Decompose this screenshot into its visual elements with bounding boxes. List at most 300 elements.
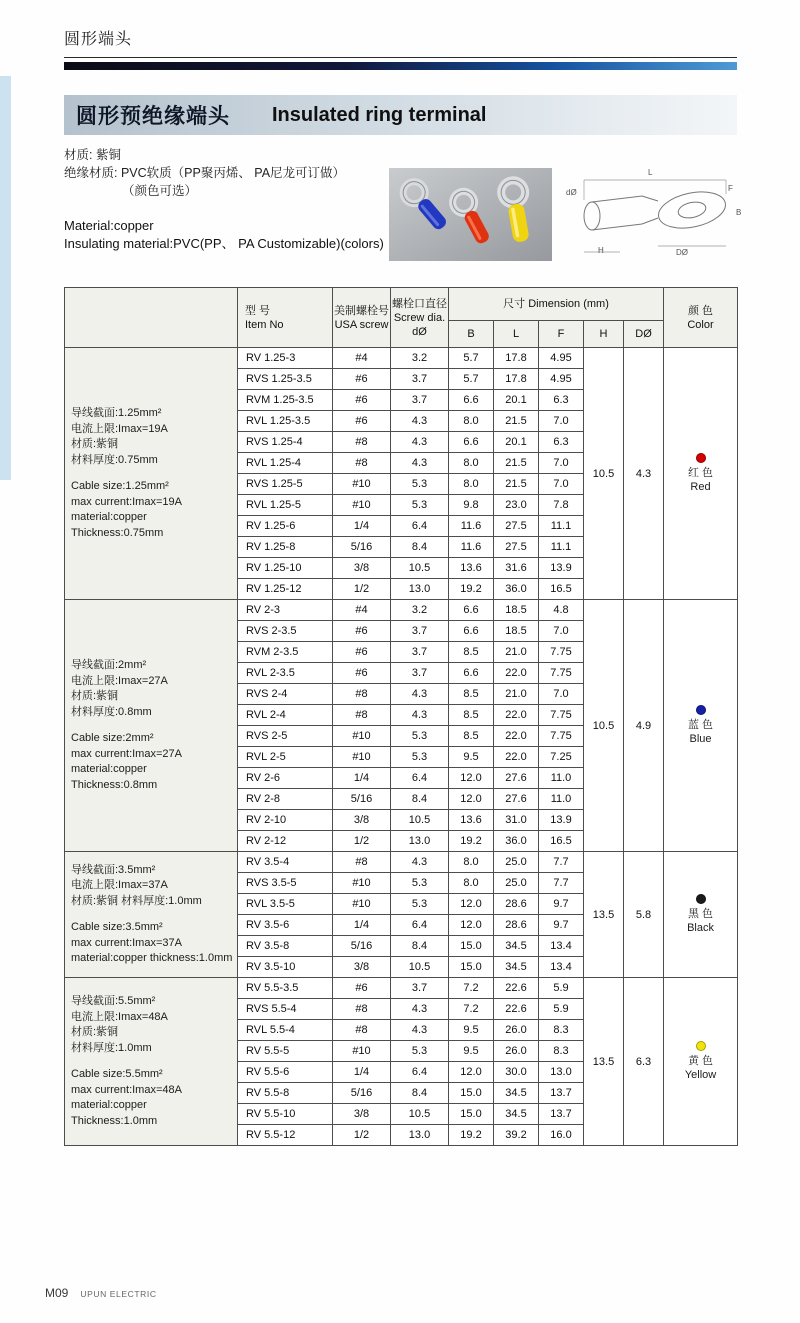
- usa-screw-cell: #8: [333, 432, 391, 453]
- usa-screw-cell: #8: [333, 999, 391, 1020]
- dim-l-cell: 22.6: [494, 999, 539, 1020]
- item-no-cell: RV 1.25-6: [238, 516, 333, 537]
- usa-screw-cell: #8: [333, 705, 391, 726]
- dim-l-cell: 31.0: [494, 810, 539, 831]
- dim-f-cell: 7.0: [539, 474, 584, 495]
- dim-f-cell: 16.0: [539, 1125, 584, 1146]
- ring-terminals-photo: [389, 168, 552, 261]
- dim-label-l: L: [648, 168, 653, 177]
- item-no-cell: RV 2-8: [238, 789, 333, 810]
- dim-b-cell: 7.2: [449, 999, 494, 1020]
- screw-dia-cell: 4.3: [391, 411, 449, 432]
- item-no-cell: RVL 5.5-4: [238, 1020, 333, 1041]
- desc-line: 材质:紫铜: [71, 690, 119, 702]
- dim-b-cell: 12.0: [449, 789, 494, 810]
- dim-l-cell: 34.5: [494, 1083, 539, 1104]
- item-no-cell: RVL 1.25-4: [238, 453, 333, 474]
- color-name-zh: 黄 色: [687, 1055, 714, 1067]
- dim-f-cell: 6.3: [539, 390, 584, 411]
- screw-dia-cell: 10.5: [391, 957, 449, 978]
- dim-l-cell: 28.6: [494, 894, 539, 915]
- item-no-cell: RVS 5.5-4: [238, 999, 333, 1020]
- dim-l-cell: 21.5: [494, 453, 539, 474]
- item-no-cell: RV 3.5-10: [238, 957, 333, 978]
- item-no-cell: RVS 2-3.5: [238, 621, 333, 642]
- col-header-screw-dia: [391, 288, 449, 348]
- dim-f-cell: 16.5: [539, 831, 584, 852]
- dim-l-cell: 26.0: [494, 1020, 539, 1041]
- dim-label-d-small: dØ: [566, 188, 577, 197]
- dim-b-cell: 8.0: [449, 852, 494, 873]
- dim-b-cell: 7.2: [449, 978, 494, 999]
- screw-dia-cell: 6.4: [391, 915, 449, 936]
- dim-l-cell: 18.5: [494, 621, 539, 642]
- item-no-cell: RV 1.25-3: [238, 348, 333, 369]
- table-row: [65, 978, 738, 999]
- usa-screw-cell: #10: [333, 474, 391, 495]
- usa-screw-cell: 1/2: [333, 1125, 391, 1146]
- item-no-cell: RV 2-6: [238, 768, 333, 789]
- dim-b-cell: 9.5: [449, 1041, 494, 1062]
- dim-b-cell: 8.5: [449, 642, 494, 663]
- screw-dia-cell: 8.4: [391, 537, 449, 558]
- desc-line: 材质:紫铜: [71, 1026, 119, 1038]
- dim-l-cell: 25.0: [494, 852, 539, 873]
- dim-b-cell: 19.2: [449, 579, 494, 600]
- usa-screw-cell: 1/4: [333, 768, 391, 789]
- color-name-en: Black: [687, 922, 714, 934]
- color-name-en: Red: [690, 481, 711, 493]
- d0-value-cell: 4.3: [624, 348, 664, 600]
- desc-line: Thickness:1.0mm: [71, 1114, 158, 1127]
- dim-l-cell: 20.1: [494, 432, 539, 453]
- dim-l-cell: 21.0: [494, 684, 539, 705]
- usa-screw-cell: 3/8: [333, 957, 391, 978]
- d0-value-cell: 4.9: [624, 600, 664, 852]
- dim-label-d-big: DØ: [676, 248, 688, 257]
- group-description: [65, 348, 238, 600]
- h-value-cell: 10.5: [584, 348, 624, 600]
- material-en-line: Material:copper: [64, 218, 154, 233]
- dim-l-cell: 28.6: [494, 915, 539, 936]
- screw-dia-cell: 6.4: [391, 768, 449, 789]
- usa-screw-cell: 5/16: [333, 1083, 391, 1104]
- dim-b-cell: 9.5: [449, 1020, 494, 1041]
- dim-l-cell: 34.5: [494, 1104, 539, 1125]
- desc-line: 导线截面:3.5mm²: [71, 863, 156, 876]
- h-value-cell: 13.5: [584, 852, 624, 978]
- screw-dia-cell: 10.5: [391, 558, 449, 579]
- table-row: [65, 348, 738, 369]
- dim-l-cell: 17.8: [494, 348, 539, 369]
- dim-f-cell: 13.4: [539, 936, 584, 957]
- item-no-cell: RVS 1.25-5: [238, 474, 333, 495]
- material-zh-line: 材质: 紫铜: [64, 148, 121, 162]
- screw-dia-cell: 3.7: [391, 621, 449, 642]
- h-value-cell: 10.5: [584, 600, 624, 852]
- dim-b-cell: 8.0: [449, 474, 494, 495]
- dim-l-cell: 21.5: [494, 474, 539, 495]
- dim-f-cell: 13.0: [539, 1062, 584, 1083]
- description-en: [71, 920, 235, 967]
- color-dot: [696, 453, 706, 463]
- item-no-cell: RVL 2-3.5: [238, 663, 333, 684]
- color-dot: [696, 1041, 706, 1051]
- item-no-cell: RV 5.5-3.5: [238, 978, 333, 999]
- screw-dia-cell: 5.3: [391, 747, 449, 768]
- item-no-cell: RVS 1.25-3.5: [238, 369, 333, 390]
- description-en: [71, 479, 235, 541]
- usa-screw-cell: #4: [333, 600, 391, 621]
- dim-f-cell: 11.0: [539, 768, 584, 789]
- insulation-en-line: Insulating material:PVC(PP、 PA Customizable)(colors): [64, 236, 384, 251]
- desc-line: max current:Imax=19A: [71, 495, 182, 508]
- dim-f-cell: 7.0: [539, 453, 584, 474]
- dim-f-cell: 7.8: [539, 495, 584, 516]
- screw-dia-cell: 10.5: [391, 810, 449, 831]
- dim-f-cell: 7.75: [539, 663, 584, 684]
- product-title-banner: [64, 95, 737, 135]
- usa-screw-cell: #10: [333, 873, 391, 894]
- screw-dia-cell: 3.2: [391, 600, 449, 621]
- dim-l-cell: 23.0: [494, 495, 539, 516]
- screw-dia-cell: 5.3: [391, 726, 449, 747]
- dim-f-cell: 7.25: [539, 747, 584, 768]
- dim-f-cell: 9.7: [539, 894, 584, 915]
- usa-screw-cell: 1/2: [333, 579, 391, 600]
- color-cell: [664, 348, 738, 600]
- color-cell: [664, 978, 738, 1146]
- dim-l-cell: 22.0: [494, 705, 539, 726]
- dim-l-cell: 39.2: [494, 1125, 539, 1146]
- item-no-cell: RV 2-10: [238, 810, 333, 831]
- usa-screw-cell: #8: [333, 852, 391, 873]
- dim-f-cell: 11.1: [539, 516, 584, 537]
- desc-line: material:copper: [71, 511, 147, 523]
- col-header-usa-screw: [333, 288, 391, 348]
- materials-block: [64, 146, 394, 253]
- product-title-en: Insulated ring terminal: [272, 103, 487, 126]
- usa-screw-cell: #6: [333, 390, 391, 411]
- dim-f-cell: 7.75: [539, 642, 584, 663]
- dim-b-cell: 8.0: [449, 411, 494, 432]
- dim-b-cell: 6.6: [449, 621, 494, 642]
- screw-dia-cell: 13.0: [391, 831, 449, 852]
- col-header-color: [664, 288, 738, 348]
- desc-line: 材质:紫铜: [71, 438, 119, 450]
- desc-line: 电流上限:Imax=37A: [71, 879, 168, 891]
- dim-f-cell: 7.75: [539, 705, 584, 726]
- dim-b-cell: 6.6: [449, 600, 494, 621]
- desc-line: max current:Imax=27A: [71, 747, 182, 760]
- dim-f-cell: 13.9: [539, 558, 584, 579]
- dim-b-cell: 15.0: [449, 957, 494, 978]
- item-no-cell: RVS 2-4: [238, 684, 333, 705]
- screw-dia-cell: 3.7: [391, 642, 449, 663]
- page-category-title: 圆形端头: [64, 31, 133, 48]
- screw-dia-label-symbol: dØ: [412, 325, 427, 338]
- color-cell: [664, 600, 738, 852]
- dim-l-cell: 17.8: [494, 369, 539, 390]
- desc-line: 导线截面:5.5mm²: [71, 995, 156, 1007]
- item-no-cell: RV 1.25-10: [238, 558, 333, 579]
- description-en: [71, 731, 235, 793]
- description-zh: [71, 406, 235, 468]
- screw-dia-cell: 4.3: [391, 1020, 449, 1041]
- usa-screw-cell: 5/16: [333, 537, 391, 558]
- screw-dia-cell: 5.3: [391, 894, 449, 915]
- item-no-cell: RV 5.5-5: [238, 1041, 333, 1062]
- screw-dia-cell: 4.3: [391, 432, 449, 453]
- desc-line: Thickness:0.75mm: [71, 526, 164, 539]
- product-photo: [389, 168, 552, 261]
- dim-f-cell: 7.0: [539, 684, 584, 705]
- dim-l-cell: 36.0: [494, 831, 539, 852]
- item-no-cell: RVL 2-4: [238, 705, 333, 726]
- col-header-h: H: [584, 321, 624, 348]
- desc-line: Cable size:3.5mm²: [71, 921, 163, 933]
- dim-f-cell: 13.4: [539, 957, 584, 978]
- usa-screw-cell: #8: [333, 453, 391, 474]
- item-no-cell: RV 3.5-4: [238, 852, 333, 873]
- screw-dia-label-zh: 螺栓口直径: [392, 297, 447, 310]
- dim-l-cell: 27.5: [494, 516, 539, 537]
- dim-l-cell: 25.0: [494, 873, 539, 894]
- color-name-zh: 红 色: [687, 467, 714, 479]
- dim-f-cell: 11.0: [539, 789, 584, 810]
- screw-dia-label-en: Screw dia.: [393, 311, 446, 324]
- usa-screw-cell: 3/8: [333, 558, 391, 579]
- dimension-sketch: [558, 170, 748, 262]
- desc-line: 电流上限:Imax=27A: [71, 674, 168, 687]
- desc-line: material:copper: [71, 763, 147, 775]
- left-accent-strip: [0, 76, 11, 480]
- usa-screw-cell: 5/16: [333, 936, 391, 957]
- dim-b-cell: 19.2: [449, 1125, 494, 1146]
- screw-dia-cell: 3.2: [391, 348, 449, 369]
- dim-b-cell: 15.0: [449, 936, 494, 957]
- dim-f-cell: 16.5: [539, 579, 584, 600]
- item-no-cell: RV 2-12: [238, 831, 333, 852]
- usa-screw-cell: #4: [333, 348, 391, 369]
- dim-b-cell: 9.8: [449, 495, 494, 516]
- d0-value-cell: 5.8: [624, 852, 664, 978]
- dim-l-cell: 31.6: [494, 558, 539, 579]
- item-no-cell: RV 1.25-8: [238, 537, 333, 558]
- dim-b-cell: 8.5: [449, 705, 494, 726]
- dim-b-cell: 8.5: [449, 726, 494, 747]
- item-no-cell: RV 5.5-12: [238, 1125, 333, 1146]
- technical-drawing: [558, 170, 748, 262]
- usa-screw-cell: #6: [333, 621, 391, 642]
- item-no-cell: RVS 2-5: [238, 726, 333, 747]
- usa-screw-cell: 3/8: [333, 810, 391, 831]
- desc-line: Cable size:5.5mm²: [71, 1068, 163, 1080]
- dim-l-cell: 27.6: [494, 768, 539, 789]
- screw-dia-cell: 13.0: [391, 579, 449, 600]
- dim-l-cell: 22.0: [494, 726, 539, 747]
- dim-b-cell: 8.5: [449, 684, 494, 705]
- colors-zh-line: （颜色可选）: [122, 184, 198, 198]
- dim-b-cell: 12.0: [449, 894, 494, 915]
- dim-b-cell: 11.6: [449, 516, 494, 537]
- color-name-zh: 黑 色: [687, 908, 714, 920]
- dim-f-cell: 6.3: [539, 432, 584, 453]
- dim-l-cell: 34.5: [494, 936, 539, 957]
- dim-f-cell: 4.95: [539, 348, 584, 369]
- dim-l-cell: 27.5: [494, 537, 539, 558]
- dim-l-cell: 21.5: [494, 411, 539, 432]
- desc-line: max current:Imax=37A: [71, 936, 182, 949]
- dim-l-cell: 36.0: [494, 579, 539, 600]
- dim-b-cell: 6.6: [449, 390, 494, 411]
- usa-screw-cell: #6: [333, 663, 391, 684]
- item-no-cell: RV 5.5-6: [238, 1062, 333, 1083]
- item-no-cell: RV 3.5-8: [238, 936, 333, 957]
- item-no-cell: RV 5.5-8: [238, 1083, 333, 1104]
- col-header-dimension: 尺寸 Dimension (mm): [449, 288, 664, 321]
- item-no-cell: RV 1.25-12: [238, 579, 333, 600]
- usa-screw-cell: #10: [333, 726, 391, 747]
- dim-l-cell: 21.0: [494, 642, 539, 663]
- item-no-cell: RVL 1.25-5: [238, 495, 333, 516]
- usa-screw-cell: #10: [333, 1041, 391, 1062]
- color-dot: [696, 705, 706, 715]
- dim-b-cell: 15.0: [449, 1083, 494, 1104]
- desc-line: 导线截面:1.25mm²: [71, 407, 162, 419]
- dim-b-cell: 8.0: [449, 873, 494, 894]
- header-rule: [64, 57, 737, 58]
- col-header-d0: DØ: [624, 321, 664, 348]
- desc-line: Thickness:0.8mm: [71, 778, 158, 791]
- h-value-cell: 13.5: [584, 978, 624, 1146]
- usa-screw-cell: #8: [333, 1020, 391, 1041]
- screw-dia-cell: 3.7: [391, 369, 449, 390]
- usa-screw-label-zh: 美制螺栓号: [334, 304, 389, 317]
- screw-dia-cell: 3.7: [391, 663, 449, 684]
- dim-f-cell: 7.7: [539, 873, 584, 894]
- dim-b-cell: 13.6: [449, 810, 494, 831]
- color-cell: [664, 852, 738, 978]
- dim-f-cell: 13.9: [539, 810, 584, 831]
- dim-b-cell: 8.0: [449, 453, 494, 474]
- desc-line: Cable size:1.25mm²: [71, 480, 169, 492]
- dim-b-cell: 12.0: [449, 768, 494, 789]
- screw-dia-cell: 3.7: [391, 390, 449, 411]
- screw-dia-cell: 4.3: [391, 684, 449, 705]
- usa-screw-cell: 1/4: [333, 1062, 391, 1083]
- usa-screw-cell: #10: [333, 495, 391, 516]
- description-zh: [71, 658, 235, 720]
- item-no-label-en: Item No: [245, 318, 284, 331]
- screw-dia-cell: 5.3: [391, 873, 449, 894]
- dim-l-cell: 22.6: [494, 978, 539, 999]
- dim-b-cell: 13.6: [449, 558, 494, 579]
- dim-l-cell: 20.1: [494, 390, 539, 411]
- dim-b-cell: 9.5: [449, 747, 494, 768]
- screw-dia-cell: 4.3: [391, 852, 449, 873]
- dim-label-h: H: [598, 246, 604, 255]
- col-header-l: L: [494, 321, 539, 348]
- screw-dia-cell: 13.0: [391, 1125, 449, 1146]
- col-header-item-no: [238, 288, 333, 348]
- color-name-en: Yellow: [684, 1069, 717, 1081]
- dim-b-cell: 6.6: [449, 663, 494, 684]
- page-number: M09: [45, 1286, 69, 1300]
- item-no-cell: RVL 1.25-3.5: [238, 411, 333, 432]
- usa-screw-cell: #8: [333, 684, 391, 705]
- screw-dia-cell: 5.3: [391, 1041, 449, 1062]
- dim-label-f: F: [728, 184, 733, 193]
- screw-dia-cell: 4.3: [391, 453, 449, 474]
- usa-screw-cell: #10: [333, 894, 391, 915]
- d0-value-cell: 6.3: [624, 978, 664, 1146]
- desc-line: 电流上限:Imax=48A: [71, 1010, 168, 1023]
- group-description: [65, 978, 238, 1146]
- screw-dia-cell: 10.5: [391, 1104, 449, 1125]
- color-name-zh: 蓝 色: [687, 719, 714, 731]
- desc-line: Cable size:2mm²: [71, 732, 154, 744]
- dim-f-cell: 7.0: [539, 411, 584, 432]
- group-description: [65, 852, 238, 978]
- color-label-zh: 颜 色: [687, 304, 714, 317]
- col-header-b: B: [449, 321, 494, 348]
- dim-f-cell: 7.0: [539, 621, 584, 642]
- usa-screw-cell: 1/4: [333, 516, 391, 537]
- screw-dia-cell: 6.4: [391, 516, 449, 537]
- item-no-cell: RVS 1.25-4: [238, 432, 333, 453]
- usa-screw-cell: #6: [333, 642, 391, 663]
- usa-screw-cell: 5/16: [333, 789, 391, 810]
- desc-line: max current:Imax=48A: [71, 1083, 182, 1096]
- description-zh: [71, 994, 235, 1056]
- screw-dia-cell: 6.4: [391, 1062, 449, 1083]
- dim-label-b: B: [736, 208, 742, 217]
- dim-f-cell: 11.1: [539, 537, 584, 558]
- screw-dia-cell: 4.3: [391, 999, 449, 1020]
- desc-line: 材质:紫铜 材料厚度:1.0mm: [71, 894, 202, 907]
- screw-dia-cell: 5.3: [391, 474, 449, 495]
- description-en: [71, 1067, 235, 1129]
- item-no-cell: RV 2-3: [238, 600, 333, 621]
- table-row: [65, 600, 738, 621]
- usa-screw-cell: 1/2: [333, 831, 391, 852]
- table-row: [65, 852, 738, 873]
- dim-l-cell: 30.0: [494, 1062, 539, 1083]
- screw-dia-cell: 8.4: [391, 789, 449, 810]
- dim-l-cell: 22.0: [494, 663, 539, 684]
- usa-screw-cell: #10: [333, 747, 391, 768]
- col-header-f: F: [539, 321, 584, 348]
- dim-f-cell: 7.7: [539, 852, 584, 873]
- dim-f-cell: 5.9: [539, 978, 584, 999]
- dim-f-cell: 8.3: [539, 1041, 584, 1062]
- item-no-cell: RVM 2-3.5: [238, 642, 333, 663]
- usa-screw-cell: 1/4: [333, 915, 391, 936]
- desc-line: material:copper thickness:1.0mm: [71, 952, 233, 964]
- dim-b-cell: 11.6: [449, 537, 494, 558]
- screw-dia-cell: 8.4: [391, 936, 449, 957]
- dim-l-cell: 27.6: [494, 789, 539, 810]
- color-name-en: Blue: [689, 733, 712, 745]
- header-gradient-bar: [64, 62, 737, 70]
- dim-f-cell: 4.8: [539, 600, 584, 621]
- desc-line: 材料厚度:0.8mm: [71, 705, 152, 718]
- spec-table: [64, 287, 738, 1146]
- company-name: UPUN ELECTRIC: [80, 1289, 157, 1299]
- insulation-zh-line: 绝缘材质: PVC软质（PP聚丙烯、 PA尼龙可订做）: [64, 166, 346, 180]
- product-title-zh: 圆形预绝缘端头: [76, 105, 230, 128]
